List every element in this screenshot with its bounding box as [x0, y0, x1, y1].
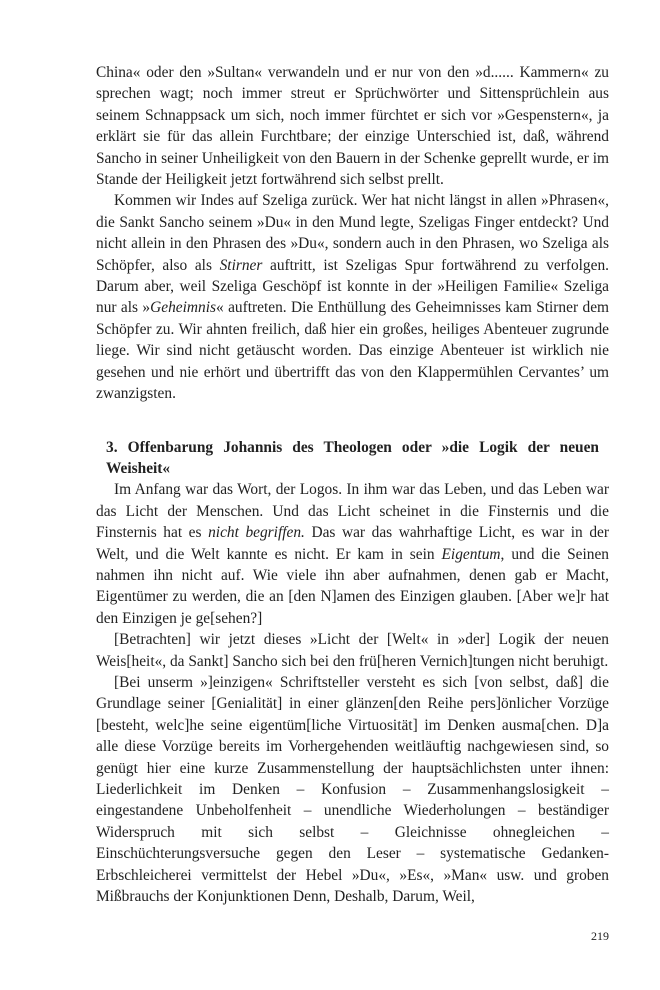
paragraph-logos	[96, 479, 609, 629]
paragraph-betrachten: [Betrachten] wir jetzt dieses »Licht der [Welt« in »der] Logik der neuen Weis[heit«, da Sankt] Sancho sich bei den frü[heren Vernich]tungen nicht beruhigt.	[96, 631, 609, 670]
page-number: 219	[591, 929, 609, 943]
text-run: Kommen wir Indes auf Szeliga zurück. Wer hat nicht längst in allen »Phrasen«, die Sankt Sancho seinem »Du« in den Mund legte, Szeligas Finger entdeckt? Und nicht allein in den Phrasen des »Du«, sondern auch in den Phrasen, wo Szeliga als Schöpfer, also als	[96, 192, 609, 274]
paragraph-continuation: China« oder den »Sultan« verwandeln und er nur von den »d...... Kammern« zu sprechen wagt; noch immer streut er Sprüchwörter und Sittensprüchlein aus seinem Schnappsack um sich, noch immer fürchtet er sich vor »Gespenstern«, ja erklärt sie für das allein Furchtbare; der einzige Unterschied ist, daß, während Sancho in seiner Unheiligkeit von den Bauern in der Schenke geprellt wurde, er im Stande der Heiligkeit jetzt fortwährend sich selbst prellt.	[96, 64, 609, 189]
emphasis-stirner: Stirner	[219, 256, 263, 274]
emphasis-geheimnis: Geheimnis	[150, 299, 216, 317]
text-run: auftritt, ist Szeligas Spur fortwährend zu verfolgen. Darum aber, weil Szeliga Geschöpf ist konnte in der »Heiligen Familie« Szeliga nur als »	[96, 256, 609, 317]
text-run: , und die Seinen nahmen ihn nicht auf. Wie viele ihn aber aufnahmen, denen gab er Macht, Eigentümer zu werden, die an [den N]amen des Einzigen glauben. [Aber we]r hat den Einzigen je ge[sehen?]	[96, 545, 610, 627]
book-page	[96, 62, 609, 907]
paragraph-szeliga	[96, 190, 609, 404]
section-spacer	[96, 405, 609, 437]
emphasis-nicht-begriffen: nicht begriffen.	[208, 524, 305, 542]
text-run: Im Anfang war das Wort, der Logos. In ihm war das Leben, und das Leben war das Licht der Menschen. Und das Licht scheinet in die Finsternis und die Finsternis hat es	[96, 481, 609, 542]
section-heading: 3. Offenbarung Johannis des Theologen oder »die Logik der neuen Weisheit«	[106, 438, 599, 477]
emphasis-eigentum: Eigentum	[441, 545, 501, 563]
text-run: « auftreten. Die Enthüllung des Geheimnisses kam Stirner dem Schöpfer zu. Wir ahnten freilich, daß hier ein großes, heiliges Abenteuer zugrunde liege. Wir sind nicht getäuscht worden. Das einzige Abenteuer ist wirklich nie gesehen und nie erhört und übertrifft das von den Klappermühlen Cervantes’ um zwanzigsten.	[96, 299, 609, 403]
text-run: Das war das wahrhaftige Licht, es war in der Welt, und die Welt kannte es nicht. Er kam in sein	[96, 524, 609, 563]
paragraph-schriftsteller: [Bei unserm »]einzigen« Schriftsteller versteht es sich [von selbst, daß] die Grundlage seiner [Genialität] in einer glänzen[den Reihe pers]önlicher Vorzüge [besteht, welc]he seine eigentüm[liche Virtuosität] im Denken ausma[chen. D]a alle diese Vorzüge bereits im Vorhergehenden weitläuftig nachgewiesen sind, so genügt hier eine kurze Zusammenstellung der hauptsächlichsten unter ihnen: Liederlichkeit im Denken – Konfusion – Zusammenhangslosigkeit – eingestandene Unbeholfenheit – unendliche Wiederholungen – beständiger Widerspruch mit sich selbst – Gleichnisse ohnegleichen – Einschüchterungsversuche gegen den Leser – systematische Gedanken-Erbschleicherei vermittelst der Hebel »Du«, »Es«, »Man« usw. und groben Mißbrauchs der Konjunktionen Denn, Deshalb, Darum, Weil,	[96, 673, 609, 906]
